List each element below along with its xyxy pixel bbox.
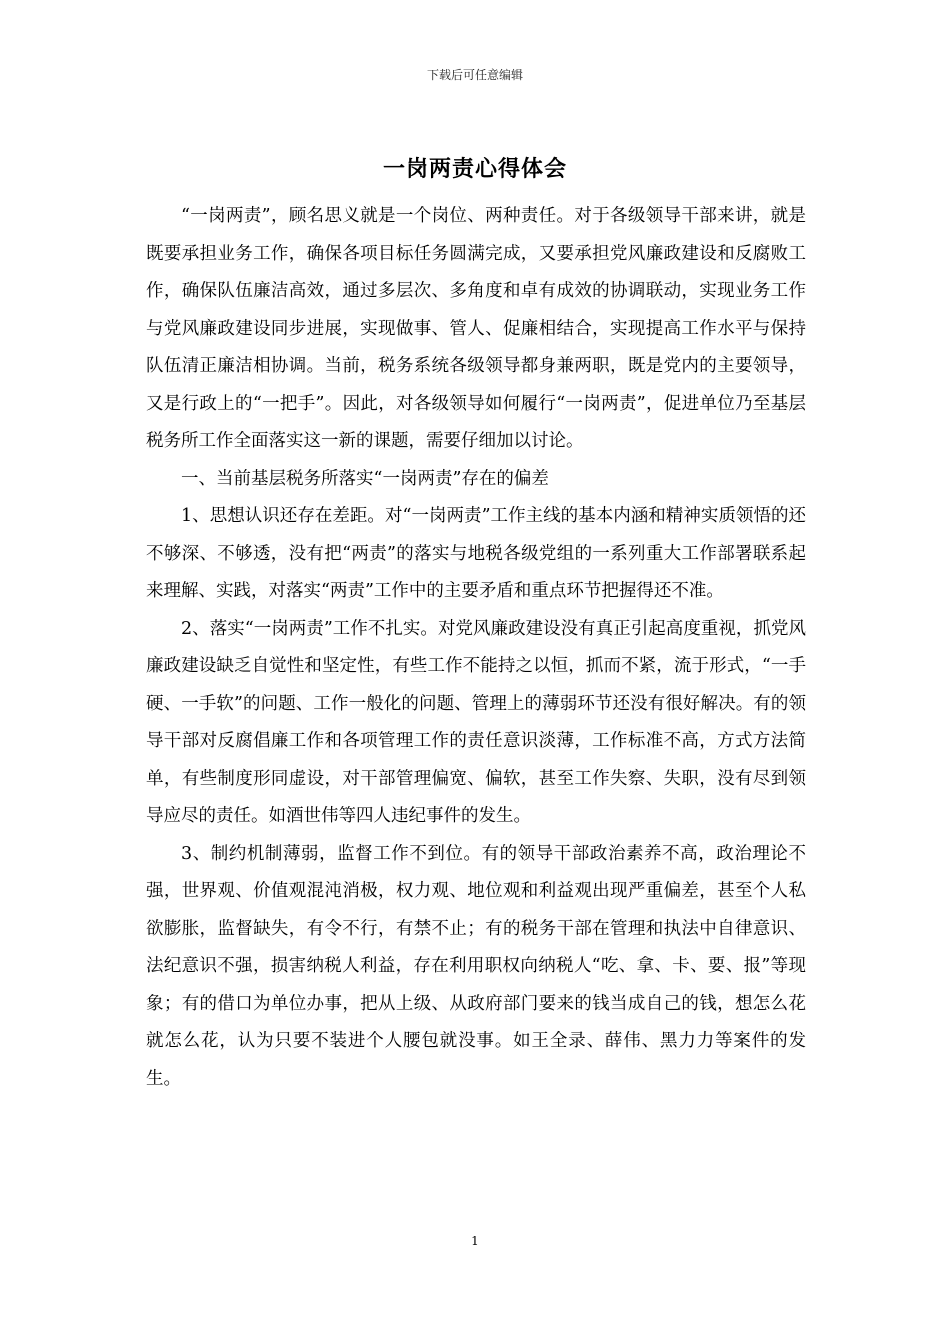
document-title: 一岗两责心得体会 bbox=[382, 156, 567, 182]
paragraph-point-1: 1、思想认识还存在差距。对“一岗两责”工作主线的基本内涵和精神实质领悟的还不够深、不够透，没有把“两责”的落实与地税各级党组的一系列重大工作部署联系起来理解、实践，对落实“两责”工作中的主要矛盾和重点环节把握得还不准。 bbox=[146, 506, 806, 601]
header-note: 下载后可任意编辑 bbox=[426, 68, 523, 82]
document-body bbox=[146, 198, 806, 1098]
paragraph-intro: “一岗两责”，顾名思义就是一个岗位、两种责任。对于各级领导干部来讲，就是既要承担业务工作，确保各项目标任务圆满完成，又要承担党风廉政建设和反腐败工作，确保队伍廉洁高效，通过多层次、多角度和卓有成效的协调联动，实现业务工作与党风廉政建设同步进展，实现做事、管人、促廉相结合，实现提高工作水平与保持队伍清正廉洁相协调。当前，税务系统各级领导都身兼两职，既是党内的主要领导，又是行政上的“一把手”。因此，对各级领导如何履行“一岗两责”，促进单位乃至基层税务所工作全面落实这一新的课题，需要仔细加以讨论。 bbox=[146, 206, 806, 451]
paragraph-point-3: 3、制约机制薄弱，监督工作不到位。有的领导干部政治素养不高，政治理论不强，世界观、价值观混沌消极，权力观、地位观和利益观出现严重偏差，甚至个人私欲膨胀，监督缺失，有令不行，有禁不止；有的税务干部在管理和执法中自律意识、法纪意识不强，损害纳税人利益，存在利用职权向纳税人“吃、拿、卡、要、报”等现象；有的借口为单位办事，把从上级、从政府部门要来的钱当成自己的钱，想怎么花就怎么花，认为只要不装进个人腰包就没事。如王全录、薛伟、黑力力等案件的发生。 bbox=[146, 843, 806, 1089]
paragraph-point-2: 2、落实“一岗两责”工作不扎实。对党风廉政建设没有真正引起高度重视，抓党风廉政建设缺乏自觉性和坚定性，有些工作不能持之以恒，抓而不紧，流于形式，“一手硬、一手软”的问题、工作一般化的问题、管理上的薄弱环节还没有很好解决。有的领导干部对反腐倡廉工作和各项管理工作的责任意识淡薄，工作标准不高，方式方法简单，有些制度形同虚设，对干部管理偏宽、偏软，甚至工作失察、失职，没有尽到领导应尽的责任。如酒世伟等四人违纪事件的发生。 bbox=[146, 618, 806, 826]
page-number: 1 bbox=[471, 1234, 479, 1248]
section-heading: 一、当前基层税务所落实“一岗两责”存在的偏差 bbox=[181, 468, 549, 489]
